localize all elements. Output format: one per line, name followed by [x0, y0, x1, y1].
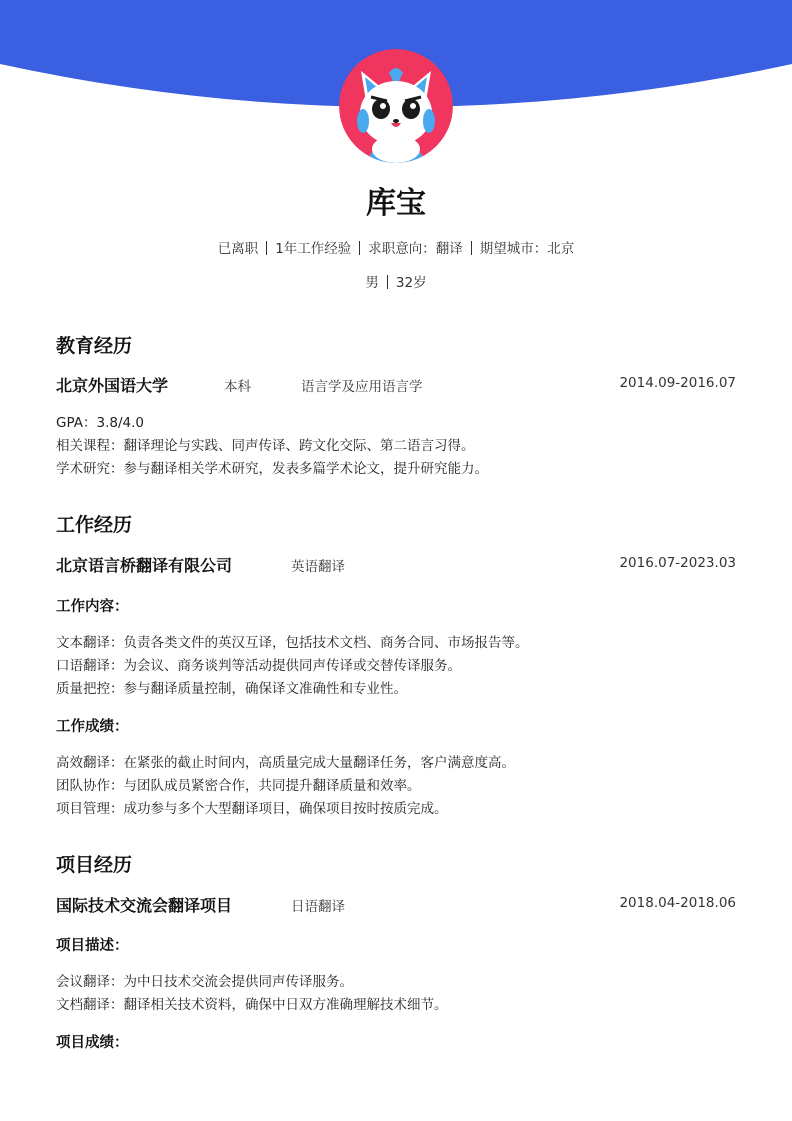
project-entry — [56, 893, 736, 917]
education-entry — [56, 373, 736, 397]
avatar — [339, 49, 453, 163]
work-results-title: 工作成绩： — [56, 719, 129, 735]
work-section-title: 工作经历 — [56, 514, 133, 536]
divider — [266, 241, 267, 255]
divider — [359, 241, 360, 255]
major: 语言学及应用语言学 — [301, 379, 423, 395]
project-section-title: 项目经历 — [56, 854, 133, 876]
mascot-cat-icon — [339, 49, 453, 163]
project-role: 日语翻译 — [291, 899, 345, 915]
work-content-item: 质量把控：参与翻译质量控制，确保译文准确性和专业性。 — [56, 681, 407, 697]
job-title: 英语翻译 — [291, 559, 345, 575]
candidate-name: 库宝 — [366, 186, 426, 221]
employment-status: 已离职 — [217, 241, 259, 257]
work-content-item: 文本翻译：负责各类文件的英汉互译，包括技术文档、商务合同、市场报告等。 — [56, 635, 529, 651]
work-content-item: 口语翻译：为会议、商务谈判等活动提供同声传译或交替传译服务。 — [56, 658, 461, 674]
project-period: 2018.04-2018.06 — [619, 895, 736, 911]
divider — [471, 241, 472, 255]
expected-city: 期望城市：北京 — [479, 241, 575, 257]
education-period: 2014.09-2016.07 — [619, 375, 736, 391]
work-experience: 1年工作经验 — [275, 241, 352, 257]
education-detail: GPA：3.8/4.0 — [56, 415, 144, 431]
company-name: 北京语言桥翻译有限公司 — [56, 556, 233, 575]
school-name: 北京外国语大学 — [56, 376, 169, 395]
work-result-item: 团队协作：与团队成员紧密合作，共同提升翻译质量和效率。 — [56, 778, 421, 794]
project-results-title: 项目成绩： — [56, 1035, 129, 1051]
work-period: 2016.07-2023.03 — [619, 555, 736, 571]
profile-meta-line-1 — [0, 237, 792, 257]
education-section-title: 教育经历 — [56, 335, 133, 357]
gender: 男 — [365, 275, 379, 291]
project-desc-item: 文档翻译：翻译相关技术资料，确保中日双方准确理解技术细节。 — [56, 997, 448, 1013]
education-detail: 相关课程：翻译理论与实践、同声传译、跨文化交际、第二语言习得。 — [56, 438, 475, 454]
project-name: 国际技术交流会翻译项目 — [56, 896, 233, 915]
work-result-item: 高效翻译：在紧张的截止时间内，高质量完成大量翻译任务，客户满意度高。 — [56, 755, 515, 771]
age: 32岁 — [395, 275, 427, 291]
project-desc-title: 项目描述： — [56, 938, 129, 954]
degree: 本科 — [224, 379, 251, 395]
education-detail: 学术研究：参与翻译相关学术研究，发表多篇学术论文，提升研究能力。 — [56, 461, 488, 477]
project-desc-item: 会议翻译：为中日技术交流会提供同声传译服务。 — [56, 974, 353, 990]
profile-meta-line-2 — [0, 271, 792, 291]
job-intention: 求职意向：翻译 — [368, 241, 463, 257]
work-content-title: 工作内容： — [56, 599, 129, 615]
work-result-item: 项目管理：成功参与多个大型翻译项目，确保项目按时按质完成。 — [56, 801, 448, 817]
work-entry — [56, 553, 736, 577]
divider — [387, 275, 388, 289]
